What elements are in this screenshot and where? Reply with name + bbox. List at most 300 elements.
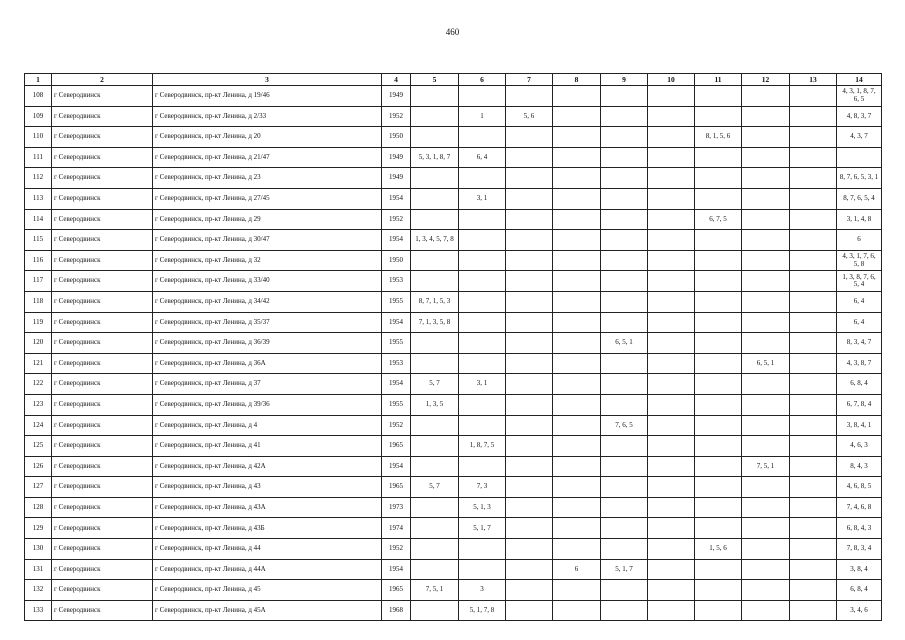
table-cell-col-5: [411, 600, 459, 621]
table-cell-col-13: [790, 271, 837, 292]
table-row: [25, 86, 882, 107]
table-cell-col-6: [459, 86, 506, 107]
table-cell-col-11: [695, 230, 742, 251]
table-row: [25, 291, 882, 312]
table-cell-col-11: [695, 333, 742, 354]
table-cell-col-14: 8, 7, 6, 5, 4: [837, 188, 882, 209]
table-row: [25, 106, 882, 127]
table-cell-col-5: [411, 188, 459, 209]
table-cell-col-5: [411, 127, 459, 148]
column-header-10: 10: [648, 74, 695, 86]
table-cell-col-13: [790, 477, 837, 498]
table-cell-col-11: [695, 497, 742, 518]
table-cell-col-9: [601, 580, 648, 601]
table-cell-col-1: 121: [25, 353, 52, 374]
table-cell-col-9: [601, 477, 648, 498]
table-cell-col-4: 1965: [382, 477, 411, 498]
table-cell-col-13: [790, 86, 837, 107]
table-cell-col-13: [790, 580, 837, 601]
table-cell-col-9: [601, 271, 648, 292]
table-cell-col-11: [695, 518, 742, 539]
table-cell-col-13: [790, 312, 837, 333]
table-cell-col-9: [601, 600, 648, 621]
table-cell-col-11: [695, 436, 742, 457]
table-cell-col-12: [742, 333, 790, 354]
table-cell-col-10: [648, 580, 695, 601]
table-cell-col-13: [790, 106, 837, 127]
table-cell-col-6: [459, 209, 506, 230]
table-cell-col-8: [553, 477, 601, 498]
table-cell-col-14: 6: [837, 230, 882, 251]
table-cell-col-14: 8, 7, 6, 5, 3, 1: [837, 168, 882, 189]
table-cell-col-11: [695, 291, 742, 312]
table-cell-col-3: г Северодвинск, пр-кт Ленина, д 44: [153, 539, 382, 560]
table-cell-col-6: [459, 230, 506, 251]
column-header-1: 1: [25, 74, 52, 86]
table-cell-col-13: [790, 188, 837, 209]
table-cell-col-5: [411, 518, 459, 539]
table-cell-col-10: [648, 230, 695, 251]
table-cell-col-7: [506, 374, 553, 395]
table-cell-col-2: г Северодвинск: [52, 209, 153, 230]
table-cell-col-14: 3, 4, 6: [837, 600, 882, 621]
table-cell-col-13: [790, 127, 837, 148]
table-cell-col-3: г Северодвинск, пр-кт Ленина, д 45: [153, 580, 382, 601]
table-cell-col-13: [790, 436, 837, 457]
table-cell-col-14: 4, 3, 7: [837, 127, 882, 148]
table-cell-col-14: 4, 8, 3, 7: [837, 106, 882, 127]
table-cell-col-3: г Северодвинск, пр-кт Ленина, д 32: [153, 250, 382, 271]
table-cell-col-2: г Северодвинск: [52, 127, 153, 148]
table-cell-col-2: г Северодвинск: [52, 188, 153, 209]
table-cell-col-9: 6, 5, 1: [601, 333, 648, 354]
table-cell-col-12: [742, 209, 790, 230]
table-row: [25, 539, 882, 560]
table-cell-col-2: г Северодвинск: [52, 580, 153, 601]
table-cell-col-3: г Северодвинск, пр-кт Ленина, д 41: [153, 436, 382, 457]
table-cell-col-13: [790, 230, 837, 251]
table-cell-col-2: г Северодвинск: [52, 456, 153, 477]
table-cell-col-1: 118: [25, 291, 52, 312]
table-cell-col-2: г Северодвинск: [52, 333, 153, 354]
table-cell-col-5: [411, 250, 459, 271]
table-cell-col-7: [506, 518, 553, 539]
table-cell-col-13: [790, 497, 837, 518]
table-row: [25, 477, 882, 498]
table-cell-col-11: [695, 312, 742, 333]
table-cell-col-6: [459, 271, 506, 292]
table-cell-col-7: [506, 394, 553, 415]
table-cell-col-14: 3, 8, 4, 1: [837, 415, 882, 436]
table-cell-col-1: 113: [25, 188, 52, 209]
table-cell-col-10: [648, 415, 695, 436]
table-cell-col-5: [411, 456, 459, 477]
table-cell-col-9: [601, 497, 648, 518]
table-row: [25, 518, 882, 539]
table-cell-col-3: г Северодвинск, пр-кт Ленина, д 36А: [153, 353, 382, 374]
table-cell-col-11: [695, 600, 742, 621]
table-cell-col-12: [742, 539, 790, 560]
table-cell-col-10: [648, 333, 695, 354]
table-cell-col-8: 6: [553, 559, 601, 580]
table-cell-col-11: [695, 188, 742, 209]
table-cell-col-6: [459, 353, 506, 374]
table-cell-col-14: 8, 3, 4, 7: [837, 333, 882, 354]
table-cell-col-9: [601, 518, 648, 539]
table-cell-col-1: 129: [25, 518, 52, 539]
table-cell-col-6: 5, 1, 3: [459, 497, 506, 518]
table-cell-col-5: 1, 3, 5: [411, 394, 459, 415]
table-cell-col-11: [695, 250, 742, 271]
table-cell-col-14: 4, 6, 8, 5: [837, 477, 882, 498]
table-cell-col-9: [601, 250, 648, 271]
table-cell-col-9: 5, 1, 7: [601, 559, 648, 580]
table-cell-col-6: 1, 8, 7, 5: [459, 436, 506, 457]
table-cell-col-6: [459, 394, 506, 415]
header-row: [25, 74, 882, 86]
table-cell-col-7: [506, 168, 553, 189]
table-cell-col-3: г Северодвинск, пр-кт Ленина, д 20: [153, 127, 382, 148]
table-cell-col-1: 109: [25, 106, 52, 127]
table-cell-col-4: 1952: [382, 209, 411, 230]
table-cell-col-1: 131: [25, 559, 52, 580]
table-cell-col-3: г Северодвинск, пр-кт Ленина, д 2/33: [153, 106, 382, 127]
table-cell-col-3: г Северодвинск, пр-кт Ленина, д 42А: [153, 456, 382, 477]
table-cell-col-9: [601, 127, 648, 148]
table-row: [25, 127, 882, 148]
table-cell-col-3: г Северодвинск, пр-кт Ленина, д 4: [153, 415, 382, 436]
table-cell-col-4: 1955: [382, 333, 411, 354]
table-cell-col-3: г Северодвинск, пр-кт Ленина, д 35/37: [153, 312, 382, 333]
table-cell-col-12: [742, 271, 790, 292]
table-cell-col-10: [648, 477, 695, 498]
table-cell-col-11: [695, 86, 742, 107]
table-cell-col-7: [506, 291, 553, 312]
column-header-9: 9: [601, 74, 648, 86]
table-cell-col-10: [648, 147, 695, 168]
table-cell-col-8: [553, 456, 601, 477]
table-row: [25, 559, 882, 580]
table-cell-col-7: [506, 456, 553, 477]
table-cell-col-10: [648, 127, 695, 148]
table-cell-col-1: 125: [25, 436, 52, 457]
table-cell-col-14: 7, 8, 3, 4: [837, 539, 882, 560]
table-cell-col-4: 1973: [382, 497, 411, 518]
table-cell-col-1: 114: [25, 209, 52, 230]
column-header-7: 7: [506, 74, 553, 86]
table-cell-col-4: 1954: [382, 374, 411, 395]
table-cell-col-4: 1952: [382, 106, 411, 127]
table-cell-col-4: 1949: [382, 147, 411, 168]
table-cell-col-6: [459, 415, 506, 436]
table-cell-col-3: г Северодвинск, пр-кт Ленина, д 43Б: [153, 518, 382, 539]
table-cell-col-13: [790, 518, 837, 539]
table-cell-col-13: [790, 353, 837, 374]
table-cell-col-14: 6, 8, 4, 3: [837, 518, 882, 539]
table-cell-col-12: [742, 250, 790, 271]
table-cell-col-9: [601, 394, 648, 415]
table-cell-col-11: [695, 147, 742, 168]
table-cell-col-13: [790, 147, 837, 168]
table-cell-col-12: [742, 168, 790, 189]
table-cell-col-12: [742, 497, 790, 518]
table-cell-col-14: 6, 4: [837, 291, 882, 312]
table-cell-col-8: [553, 127, 601, 148]
table-cell-col-8: [553, 291, 601, 312]
table-cell-col-4: 1953: [382, 353, 411, 374]
table-cell-col-5: 5, 3, 1, 8, 7: [411, 147, 459, 168]
table-cell-col-3: г Северодвинск, пр-кт Ленина, д 27/45: [153, 188, 382, 209]
table-cell-col-9: [601, 291, 648, 312]
column-header-8: 8: [553, 74, 601, 86]
table-cell-col-7: [506, 250, 553, 271]
table-cell-col-1: 128: [25, 497, 52, 518]
table-cell-col-11: [695, 559, 742, 580]
table-cell-col-10: [648, 394, 695, 415]
table-cell-col-8: [553, 394, 601, 415]
table-row: [25, 147, 882, 168]
table-cell-col-12: [742, 312, 790, 333]
table-cell-col-12: [742, 374, 790, 395]
column-header-5: 5: [411, 74, 459, 86]
table-cell-col-4: 1952: [382, 539, 411, 560]
table-cell-col-4: 1952: [382, 415, 411, 436]
table-cell-col-13: [790, 415, 837, 436]
table-cell-col-14: 6, 7, 8, 4: [837, 394, 882, 415]
table-cell-col-12: [742, 147, 790, 168]
table-cell-col-12: [742, 394, 790, 415]
table-cell-col-12: [742, 127, 790, 148]
table-cell-col-7: [506, 86, 553, 107]
table-cell-col-9: [601, 147, 648, 168]
table-cell-col-9: [601, 456, 648, 477]
table-cell-col-7: [506, 580, 553, 601]
table-cell-col-1: 126: [25, 456, 52, 477]
table-cell-col-5: [411, 168, 459, 189]
table-row: [25, 497, 882, 518]
table-cell-col-3: г Северодвинск, пр-кт Ленина, д 44А: [153, 559, 382, 580]
table-cell-col-8: [553, 250, 601, 271]
table-cell-col-3: г Северодвинск, пр-кт Ленина, д 43А: [153, 497, 382, 518]
table-row: [25, 456, 882, 477]
table-cell-col-6: 5, 1, 7, 8: [459, 600, 506, 621]
table-cell-col-10: [648, 250, 695, 271]
table-cell-col-4: 1953: [382, 271, 411, 292]
table-cell-col-1: 124: [25, 415, 52, 436]
table-cell-col-3: г Северодвинск, пр-кт Ленина, д 37: [153, 374, 382, 395]
table-cell-col-11: [695, 394, 742, 415]
table-cell-col-2: г Северодвинск: [52, 518, 153, 539]
table-cell-col-7: [506, 271, 553, 292]
table-cell-col-13: [790, 600, 837, 621]
table-cell-col-5: [411, 497, 459, 518]
table-cell-col-8: [553, 539, 601, 560]
table-row: [25, 188, 882, 209]
table-cell-col-1: 122: [25, 374, 52, 395]
table-cell-col-1: 133: [25, 600, 52, 621]
table-cell-col-5: [411, 415, 459, 436]
table-cell-col-14: 4, 6, 3: [837, 436, 882, 457]
table-cell-col-6: [459, 456, 506, 477]
table-cell-col-7: [506, 127, 553, 148]
table-cell-col-2: г Северодвинск: [52, 147, 153, 168]
table-cell-col-2: г Северодвинск: [52, 477, 153, 498]
column-header-13: 13: [790, 74, 837, 86]
table-cell-col-1: 115: [25, 230, 52, 251]
table-cell-col-2: г Северодвинск: [52, 86, 153, 107]
table-row: [25, 415, 882, 436]
table-cell-col-12: [742, 559, 790, 580]
table-cell-col-6: [459, 168, 506, 189]
table-cell-col-2: г Северодвинск: [52, 539, 153, 560]
table-cell-col-8: [553, 580, 601, 601]
table-cell-col-12: [742, 188, 790, 209]
table-cell-col-9: [601, 86, 648, 107]
table-cell-col-10: [648, 374, 695, 395]
table-cell-col-10: [648, 456, 695, 477]
column-header-2: 2: [52, 74, 153, 86]
table-cell-col-9: [601, 106, 648, 127]
table-cell-col-5: [411, 559, 459, 580]
table-cell-col-5: [411, 106, 459, 127]
table-row: [25, 250, 882, 271]
table-cell-col-10: [648, 353, 695, 374]
table-cell-col-3: г Северодвинск, пр-кт Ленина, д 23: [153, 168, 382, 189]
table-cell-col-10: [648, 518, 695, 539]
table-cell-col-12: [742, 106, 790, 127]
table-cell-col-3: г Северодвинск, пр-кт Ленина, д 43: [153, 477, 382, 498]
table-cell-col-13: [790, 250, 837, 271]
table-cell-col-8: [553, 168, 601, 189]
table-cell-col-13: [790, 209, 837, 230]
table-cell-col-5: [411, 209, 459, 230]
table-row: [25, 353, 882, 374]
table-cell-col-8: [553, 271, 601, 292]
table-cell-col-1: 120: [25, 333, 52, 354]
table-cell-col-3: г Северодвинск, пр-кт Ленина, д 19/46: [153, 86, 382, 107]
table-cell-col-6: 7, 3: [459, 477, 506, 498]
table-cell-col-1: 112: [25, 168, 52, 189]
table-cell-col-13: [790, 539, 837, 560]
table-cell-col-13: [790, 374, 837, 395]
table-cell-col-5: 5, 7: [411, 374, 459, 395]
table-cell-col-10: [648, 312, 695, 333]
table-cell-col-6: 1: [459, 106, 506, 127]
table-cell-col-4: 1949: [382, 168, 411, 189]
table-cell-col-2: г Северодвинск: [52, 497, 153, 518]
table-cell-col-6: [459, 312, 506, 333]
table-cell-col-1: 110: [25, 127, 52, 148]
table-row: [25, 374, 882, 395]
table-cell-col-8: [553, 86, 601, 107]
table-cell-col-1: 111: [25, 147, 52, 168]
table-cell-col-7: [506, 209, 553, 230]
table-cell-col-9: [601, 188, 648, 209]
table-cell-col-12: 6, 5, 1: [742, 353, 790, 374]
page-number: 460: [445, 27, 460, 37]
table-cell-col-4: 1954: [382, 312, 411, 333]
table-cell-col-1: 127: [25, 477, 52, 498]
table-cell-col-10: [648, 436, 695, 457]
table-cell-col-5: 7, 5, 1: [411, 580, 459, 601]
table-cell-col-10: [648, 188, 695, 209]
table-cell-col-14: 6, 4: [837, 312, 882, 333]
table-cell-col-14: 3, 1, 4, 8: [837, 209, 882, 230]
table-cell-col-4: 1965: [382, 436, 411, 457]
table-cell-col-5: [411, 539, 459, 560]
table-cell-col-8: [553, 312, 601, 333]
register-table: [24, 73, 882, 621]
table-cell-col-6: 3: [459, 580, 506, 601]
table-cell-col-10: [648, 559, 695, 580]
table-cell-col-6: 3, 1: [459, 374, 506, 395]
table-cell-col-5: 5, 7: [411, 477, 459, 498]
table-cell-col-13: [790, 456, 837, 477]
table-cell-col-4: 1968: [382, 600, 411, 621]
table-cell-col-12: [742, 436, 790, 457]
table-cell-col-7: [506, 312, 553, 333]
table-cell-col-12: 7, 5, 1: [742, 456, 790, 477]
table-row: [25, 436, 882, 457]
table-cell-col-14: [837, 147, 882, 168]
table-cell-col-14: 1, 3, 8, 7, 6, 5, 4: [837, 271, 882, 292]
table-cell-col-10: [648, 291, 695, 312]
table-cell-col-4: 1949: [382, 86, 411, 107]
table-cell-col-4: 1955: [382, 291, 411, 312]
table-cell-col-8: [553, 209, 601, 230]
table-row: [25, 394, 882, 415]
table-cell-col-11: 1, 5, 6: [695, 539, 742, 560]
table-cell-col-6: [459, 333, 506, 354]
table-cell-col-8: [553, 333, 601, 354]
table-cell-col-13: [790, 168, 837, 189]
table-row: [25, 333, 882, 354]
table-cell-col-10: [648, 209, 695, 230]
table-cell-col-11: [695, 580, 742, 601]
table-cell-col-11: 8, 1, 5, 6: [695, 127, 742, 148]
table-row: [25, 230, 882, 251]
table-cell-col-12: [742, 600, 790, 621]
table-cell-col-8: [553, 374, 601, 395]
table-cell-col-7: [506, 353, 553, 374]
table-cell-col-7: [506, 477, 553, 498]
table-cell-col-6: 3, 1: [459, 188, 506, 209]
table-cell-col-8: [553, 518, 601, 539]
table-cell-col-7: 5, 6: [506, 106, 553, 127]
table-cell-col-6: [459, 559, 506, 580]
table-cell-col-3: г Северодвинск, пр-кт Ленина, д 29: [153, 209, 382, 230]
table-cell-col-3: г Северодвинск, пр-кт Ленина, д 30/47: [153, 230, 382, 251]
table-cell-col-13: [790, 333, 837, 354]
table-cell-col-8: [553, 497, 601, 518]
table-cell-col-13: [790, 291, 837, 312]
table-cell-col-10: [648, 271, 695, 292]
table-cell-col-1: 123: [25, 394, 52, 415]
table-cell-col-7: [506, 147, 553, 168]
table-cell-col-2: г Северодвинск: [52, 168, 153, 189]
table-cell-col-6: [459, 539, 506, 560]
table-cell-col-14: 7, 4, 6, 8: [837, 497, 882, 518]
table-cell-col-4: 1950: [382, 250, 411, 271]
table-cell-col-2: г Северодвинск: [52, 600, 153, 621]
column-header-14: 14: [837, 74, 882, 86]
table-cell-col-14: 8, 4, 3: [837, 456, 882, 477]
table-cell-col-2: г Северодвинск: [52, 415, 153, 436]
table-cell-col-10: [648, 497, 695, 518]
table-cell-col-1: 108: [25, 86, 52, 107]
table-cell-col-1: 130: [25, 539, 52, 560]
table-cell-col-9: [601, 353, 648, 374]
